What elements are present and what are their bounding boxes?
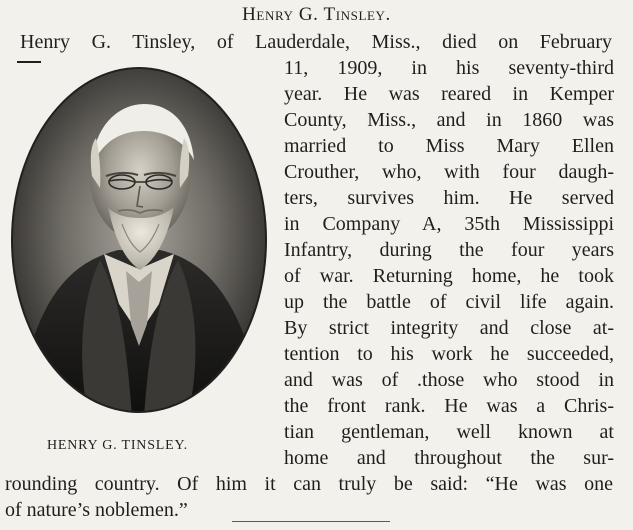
portrait-caption: HENRY G. TINSLEY.	[47, 438, 188, 453]
body-line-3: year. He was reared in Kemper	[284, 83, 614, 105]
body-line-9: Infantry, during the four years	[284, 239, 614, 261]
section-divider	[232, 521, 390, 522]
body-line-2: 11, 1909, in his seventy-third	[284, 57, 614, 79]
body-line-16: tian gentleman, well known at	[284, 421, 614, 443]
body-line-14: and was of .those who stood in	[284, 369, 614, 391]
body-line-19: of nature’s noblemen.”	[5, 499, 188, 521]
body-line-7: ters, survives him. He served	[284, 187, 614, 209]
body-line-6: Crouther, who, with four daugh-	[284, 161, 614, 183]
body-line-10: of war. Returning home, he took	[284, 265, 614, 287]
body-line-5: married to Miss Mary Ellen	[284, 135, 614, 157]
body-line-1: Henry G. Tinsley, of Lauderdale, Miss., died on February	[20, 31, 612, 53]
body-line-8: in Company A, 35th Mississippi	[284, 213, 614, 235]
page-title: Henry G. Tinsley.	[242, 4, 391, 25]
body-line-11: up the battle of civil life again.	[284, 291, 614, 313]
portrait-drawing	[8, 64, 270, 416]
body-line-13: tention to his work he succeeded,	[284, 343, 614, 365]
body-line-4: County, Miss., and in 1860 was	[284, 109, 614, 131]
printer-mark	[17, 61, 41, 63]
body-line-12: By strict integrity and close at-	[284, 317, 614, 339]
body-line-15: the front rank. He was a Chris-	[284, 395, 614, 417]
body-line-18: rounding country. Of him it can truly be said: “He was one	[5, 473, 613, 495]
portrait-image	[8, 64, 270, 416]
body-line-17: home and throughout the sur-	[284, 447, 614, 469]
